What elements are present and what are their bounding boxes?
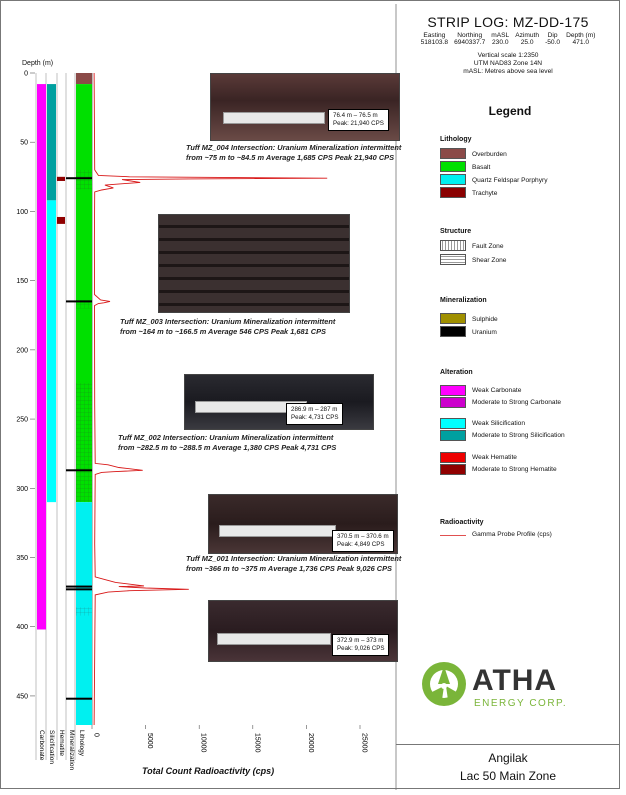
col-azimuth: Azimuth 25.0 — [515, 32, 540, 46]
column-label: Carbonate — [38, 730, 45, 761]
y-tick-label: 200 — [16, 347, 28, 355]
photo-label-1: 76.4 m – 76.5 m Peak: 21,940 CPS — [328, 109, 389, 131]
x-tick-label: 20000 — [306, 733, 314, 753]
y-tick-label: 300 — [16, 485, 28, 493]
legend-weak-silicification: Weak Silicification — [472, 420, 526, 427]
legend-qfp: Quartz Feldspar Porphyry — [472, 177, 548, 184]
legend-structure-title: Structure — [440, 228, 472, 235]
swatch-uranium — [440, 326, 466, 337]
silicification-interval — [47, 84, 56, 200]
swatch-weak-carbonate — [440, 385, 466, 396]
y-tick-label: 0 — [24, 70, 28, 78]
logo-name: ATHA — [472, 664, 558, 697]
legend-radioactivity-title: Radioactivity — [440, 519, 484, 526]
col-depth: Depth (m) 471.0 — [566, 32, 596, 46]
annotation-mz002: Tuff MZ_002 Intersection: Uranium Mineralization intermittent from ~282.5 m to ~288.5 m Average 1,380 CPS Peak 4,731 CPS — [118, 433, 337, 452]
vertical-scale: Vertical scale 1:2350 — [477, 52, 539, 59]
annotation-mz003: Tuff MZ_003 Intersection: Uranium Mineralization intermittent from ~164 m to ~166.5 m Average 546 CPS Peak 1,681 CPS — [120, 317, 336, 336]
column-label: Silicification — [48, 730, 55, 764]
y-tick-label: 100 — [16, 208, 28, 216]
logo-sub: ENERGY CORP. — [474, 698, 568, 709]
uranium-marker — [66, 300, 92, 302]
uranium-marker — [66, 698, 92, 700]
hematite-interval — [57, 177, 65, 181]
swatch-strong-carbonate — [440, 397, 466, 408]
legend-weak-hematite: Weak Hematite — [472, 454, 517, 461]
column-label: Mineralization — [68, 730, 75, 771]
x-axis-label: Total Count Radioactivity (cps) — [142, 766, 275, 776]
y-tick-label: 250 — [16, 416, 28, 424]
legend-alteration-title: Alteration — [440, 369, 473, 376]
swatch-gamma — [440, 535, 466, 536]
annotation-mz001: Tuff MZ_001 Intersection: Uranium Mineralization intermittent from ~366 m to ~375 m Average 1,736 CPS Peak 9,026 CPS — [186, 554, 402, 573]
legend-lithology-title: Lithology — [440, 136, 472, 143]
y-tick-label: 450 — [16, 693, 28, 701]
x-tick-label: 5000 — [146, 733, 154, 749]
footer-zone: Lac 50 Main Zone — [459, 769, 557, 783]
fault-zone — [76, 170, 92, 189]
y-tick-label: 400 — [16, 624, 28, 632]
legend-shear: Shear Zone — [472, 257, 507, 264]
carbonate-interval — [37, 84, 46, 629]
masl-note: mASL: Metres above sea level — [463, 68, 553, 75]
uranium-marker — [66, 586, 92, 588]
log-title: STRIP LOG: MZ-DD-175 — [427, 14, 589, 30]
scale-bar — [217, 633, 331, 645]
swatch-strong-hematite — [440, 464, 466, 475]
uranium-marker — [66, 588, 92, 590]
footer-project: Angilak — [488, 751, 528, 765]
legend-overburden: Overburden — [472, 151, 507, 158]
column-label: Hematite — [58, 730, 65, 757]
collar-table — [398, 32, 618, 46]
core-photo-2 — [184, 374, 374, 430]
swatch-weak-hematite — [440, 452, 466, 463]
legend-basalt: Basalt — [472, 164, 491, 171]
silicification-interval — [47, 200, 56, 502]
legend-strong-silicification: Moderate to Strong Silicification — [472, 432, 565, 439]
legend-fault: Fault Zone — [472, 243, 504, 250]
fault-zone — [76, 607, 92, 615]
legend-uranium: Uranium — [472, 329, 497, 336]
swatch-basalt — [440, 161, 466, 172]
y-axis-label: Depth (m) — [22, 60, 54, 67]
y-tick-label: 150 — [16, 278, 28, 286]
legend-strong-hematite: Moderate to Strong Hematite — [472, 466, 557, 473]
swatch-fault — [440, 240, 466, 251]
photo-label-3: 370.5 m – 370.6 m Peak: 4,849 CPS — [332, 530, 394, 552]
swatch-shear — [440, 254, 466, 265]
core-photo-box — [158, 214, 350, 313]
hematite-interval — [57, 217, 65, 224]
legend-trachyte: Trachyte — [472, 190, 498, 197]
legend-sulphide: Sulphide — [472, 316, 498, 323]
uranium-marker — [66, 177, 92, 179]
datum: UTM NAD83 Zone 14N — [473, 60, 543, 67]
y-tick-label: 350 — [16, 555, 28, 563]
y-tick-label: 50 — [20, 139, 28, 147]
footer — [396, 744, 620, 791]
swatch-sulphide — [440, 313, 466, 324]
fault-zone — [76, 383, 92, 502]
photo-label-4: 372.9 m – 373 m Peak: 9,026 CPS — [332, 634, 389, 656]
swatch-strong-silicification — [440, 430, 466, 441]
col-dip: Dip -50.0 — [545, 32, 561, 46]
legend-weak-carbonate: Weak Carbonate — [472, 387, 522, 394]
legend-gamma: Gamma Probe Profile (cps) — [472, 531, 552, 538]
swatch-trachyte — [440, 187, 466, 198]
lithology-interval — [76, 73, 92, 84]
atha-logo-icon — [420, 660, 468, 708]
x-tick-label: 25000 — [360, 733, 368, 753]
x-tick-label: 15000 — [253, 733, 261, 753]
col-masl: mASL 230.0 — [491, 32, 510, 46]
x-tick-label: 0 — [92, 733, 100, 737]
swatch-qfp — [440, 174, 466, 185]
legend-mineralization-title: Mineralization — [440, 297, 487, 304]
swatch-overburden — [440, 148, 466, 159]
annotation-mz004: Tuff MZ_004 Intersection: Uranium Mineralization intermittent from ~75 m to ~84.5 m Average 1,685 CPS Peak 21,940 CPS — [186, 143, 402, 162]
photo-label-2: 286.9 m – 287 m Peak: 4,731 CPS — [286, 403, 343, 425]
legend-strong-carbonate: Moderate to Strong Carbonate — [472, 399, 562, 406]
uranium-marker — [66, 469, 92, 471]
scale-bar — [223, 112, 325, 124]
col-easting: Easting 518103.8 — [420, 32, 449, 46]
swatch-weak-silicification — [440, 418, 466, 429]
col-northing: Northing 6940337.7 — [454, 32, 486, 46]
scale-bar — [219, 525, 336, 537]
x-tick-label: 10000 — [199, 733, 207, 753]
legend-title: Legend — [488, 104, 532, 118]
column-label: Lithology — [78, 730, 85, 757]
